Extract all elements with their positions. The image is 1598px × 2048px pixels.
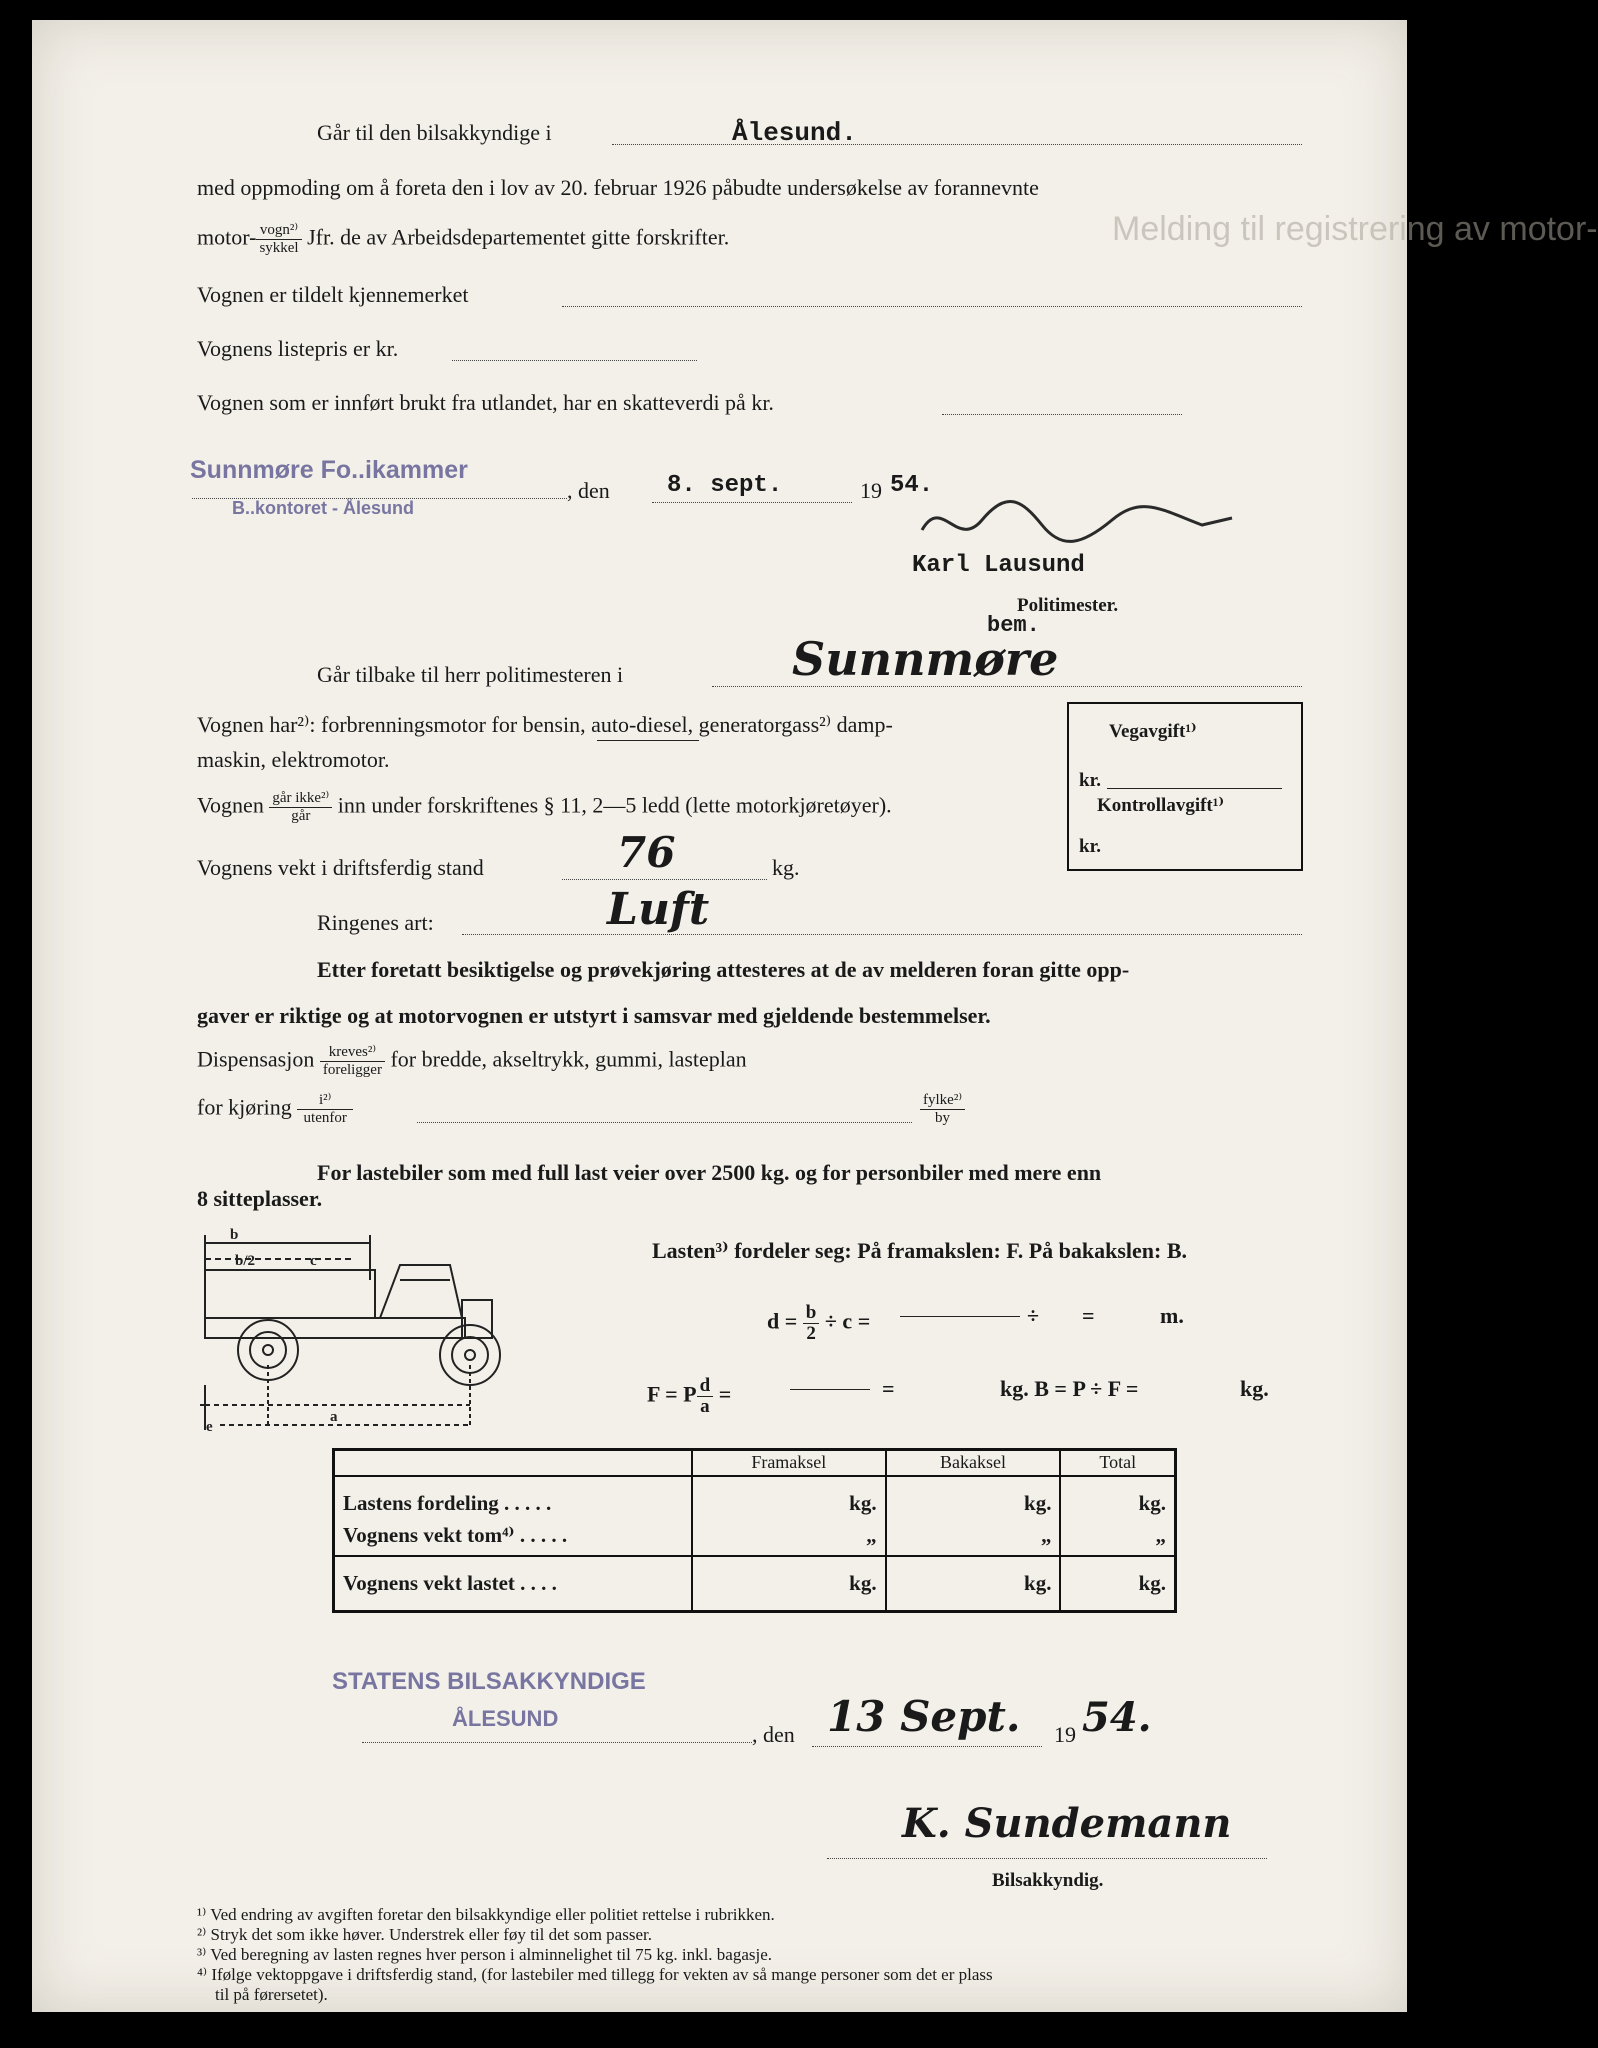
d-formula: d = $\frac{b}{2}$ ÷ c = [767,1302,871,1344]
table-row: Lastens fordeling . . . . . kg. kg. kg. [334,1476,1176,1516]
dispensation-line: Dispensasjon $\frac{\text{kreves²⁾}}{\text{foreligger}}$ for bredde, akseltrykk, gummi, lasteplan [197,1044,747,1078]
F-eq: = [882,1376,895,1401]
kjoring-field[interactable] [417,1122,912,1123]
weight-field[interactable] [562,879,767,880]
F-blank[interactable] [790,1389,870,1390]
signature-line [827,1858,1267,1859]
closing-stamp-line2: ÅLESUND [452,1706,559,1731]
truck-dim-b2: b/2 [235,1253,256,1269]
return-line [712,686,1302,687]
listepris-label: Vognens listepris er kr. [197,336,399,361]
lorry-line1: For lastebiler som med full last veier over 2500 kg. og for personbiler med mere enn [317,1160,1102,1185]
footnote-4: ⁴⁾ Ifølge vektoppgave i driftsferdig stand, (for lastebiler med tillegg for vekten av så mange personer som det er plass [197,1965,993,1984]
kr-label-2: kr. [1079,836,1102,857]
attest-line2: gaver er riktige og at motorvognen er utstyrt i samsvar med gjeldende bestemmelser. [197,1003,991,1028]
weight-label: Vognens vekt i driftsferdig stand [197,855,484,880]
truck-dim-c: c [310,1253,317,1269]
regulations-text: Jfr. de av Arbeidsdepartementet gitte forskrifter. [307,224,730,250]
bilsakkyndig-signature: K. Sundemann [902,1800,1232,1847]
closing-place-line [362,1742,752,1743]
police-stamp-line2: B..kontoret - Ålesund [232,498,415,518]
police-den-label: , den [567,478,610,503]
B-formula: kg. B = P ÷ F = [1000,1376,1139,1401]
closing-den-label: , den [752,1722,795,1747]
fee-divider [1107,788,1282,789]
col-header-framaksel: Framaksel [692,1450,886,1476]
gaar-fraction: $\frac{\text{går ikke²⁾}}{\text{går}}$ [269,790,332,825]
kr-label-1: kr. [1079,770,1102,791]
fee-box [1067,702,1303,871]
d-eq: = [1082,1303,1095,1328]
table-corner [334,1450,693,1476]
kjennemerke-field[interactable] [562,306,1302,307]
tyres-field[interactable] [462,934,1302,935]
closing-year: 54. [1082,1694,1152,1741]
bleed-through-text: Melding til registrering av motor- [1112,210,1598,248]
listepris-field[interactable] [452,360,697,361]
F-formula: F = P $\frac{d}{a}$ = [647,1375,732,1417]
police-date: 8. sept. [667,472,783,499]
B-unit: kg. [1240,1376,1269,1401]
police-signatory: Karl Lausund [912,552,1085,579]
tyres-value: Luft [607,884,710,935]
closing-date-line [812,1746,1042,1747]
footnote-1: ¹⁾ Ved endring av avgiften foretar den bilsakkyndige eller politiet rettelse i rubrikken. [197,1905,775,1924]
kreves-fraction: $\frac{\text{kreves²⁾}}{\text{foreligger}}$ [320,1044,385,1079]
footnote-4-cont: til på førersetet). [215,1985,328,2004]
police-year: 54. [890,472,934,499]
kjoring-line: for kjøring $\frac{\text{i²⁾}}{\text{utenfor}}$ [197,1092,353,1127]
table-row: Vognens vekt lastet . . . . kg. kg. kg. [334,1556,1176,1612]
skatteverdi-label: Vognen som er innført brukt fra utlandet, har en skatteverdi på kr. [197,390,774,415]
return-handwritten: Sunnmøre [792,632,1059,686]
footnote-2: ²⁾ Stryk det som ikke høver. Understrek eller føy til det som passer. [197,1925,652,1944]
place-line [612,144,1302,145]
engine-line1: Vognen har²⁾: forbrenningsmotor for bensin, auto-diesel, generatorgass²⁾ damp- [197,712,893,737]
class-line: Vognen $\frac{\text{går ikke²⁾}}{\text{går}}$ inn under forskriftenes § 11, 2—5 ledd (lette motorkjøretøyer). [197,790,892,824]
fylke-by-fraction: $\frac{\text{fylke²⁾}}{by}$ [920,1092,965,1127]
tyres-label: Ringenes art: [317,910,434,935]
truck-dim-a: a [330,1409,338,1425]
motor-prefix: motor- [197,224,257,250]
truck-dim-b: b [230,1227,239,1243]
d-unit: m. [1160,1303,1184,1328]
return-label: Går tilbake til herr politimesteren i [317,662,624,687]
place-typed: Ålesund. [732,118,857,148]
table-row: Vognens vekt tom⁴⁾ . . . . . „ „ „ [334,1516,1176,1556]
document-page [32,20,1598,2012]
col-header-total: Total [1060,1450,1175,1476]
motor-line [197,222,729,257]
distribution-table [332,1448,1177,1613]
closing-year-prefix: 19 [1054,1722,1076,1747]
col-header-bakaksel: Bakaksel [886,1450,1061,1476]
engine-line2: maskin, elektromotor. [197,747,390,772]
bem-text: bem. [987,613,1040,638]
vogn-sykkel-fraction: $\frac{\text{vogn²⁾}}{\text{sykkel}}$ [256,222,301,257]
intro-text: Går til den bilsakkyndige i [317,120,552,145]
police-year-prefix: 19 [860,478,882,503]
weight-unit: kg. [772,855,800,880]
vegavgift-label: Vegavgift¹⁾ [1109,721,1197,742]
bensin-underline [597,740,699,741]
police-signature [912,490,1242,560]
truck-diagram [200,1225,620,1450]
load-distribution-text: Lasten³⁾ fordeler seg: På framakslen: F. På bakakslen: B. [652,1238,1188,1263]
skatteverdi-field[interactable] [942,414,1182,415]
truck-dim-e: e [206,1419,213,1435]
request-text: med oppmoding om å foreta den i lov av 20. februar 1926 påbudte undersøkelse av forannevnte [197,175,1039,200]
police-stamp-line1: Sunnmøre Fo..ikammer [190,456,468,484]
footnote-3: ³⁾ Ved beregning av lasten regnes hver person i alminnelighet til 75 kg. inkl. bagasje. [197,1945,773,1964]
kjennemerke-label: Vognen er tildelt kjennemerket [197,282,469,307]
closing-stamp-line1: STATENS BILSAKKYNDIGE [332,1668,646,1695]
kjoring-fraction: $\frac{\text{i²⁾}}{\text{utenfor}}$ [297,1092,353,1127]
lorry-line2: 8 sitteplasser. [197,1186,323,1211]
kontrollavgift-label: Kontrollavgift¹⁾ [1097,795,1225,816]
d-blank-1[interactable] [900,1316,1020,1317]
attest-line1: Etter foretatt besiktigelse og prøvekjøring attesteres at de av melderen foran gitte opp- [317,957,1130,982]
date-line-police [652,502,852,503]
bilsakkyndig-title: Bilsakkyndig. [992,1870,1104,1891]
closing-date: 13 Sept. [827,1692,1021,1741]
police-title: Politimester. [1017,595,1119,616]
weight-value: 76 [617,828,676,877]
d-div: ÷ [1027,1303,1040,1328]
place-line-police [192,498,567,499]
